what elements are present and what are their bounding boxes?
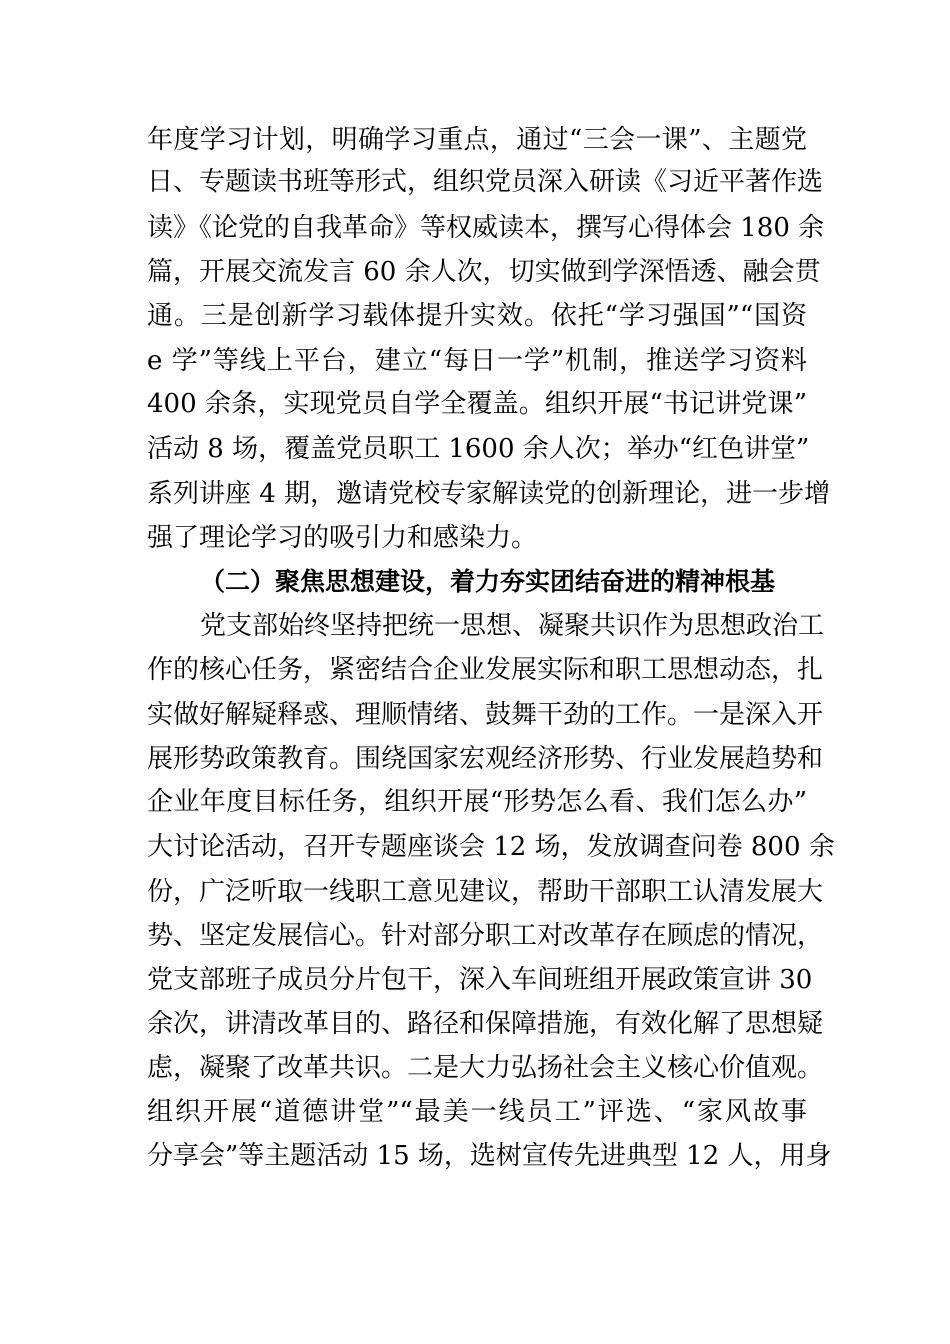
paragraph-line: 势、坚定发展信心。针对部分职工对改革存在顾虑的情况， bbox=[147, 921, 824, 951]
paragraph-line: 日、专题读书班等形式，组织党员深入研读《习近平著作选 bbox=[147, 167, 824, 197]
paragraph-line: 强了理论学习的吸引力和感染力。 bbox=[147, 523, 538, 553]
paragraph-line: 实做好解疑释惑、理顺情绪、鼓舞干劲的工作。一是深入开 bbox=[147, 700, 824, 730]
paragraph-line: 系列讲座 4 期，邀请党校专家解读党的创新理论，进一步增 bbox=[147, 479, 831, 509]
paragraph-line: 活动 8 场，覆盖党员职工 1600 余人次；举办“红色讲堂” bbox=[147, 434, 810, 464]
paragraph-line: 余次，讲清改革目的、路径和保障措施，有效化解了思想疑 bbox=[147, 1009, 824, 1039]
paragraph-line: 展形势政策教育。围绕国家宏观经济形势、行业发展趋势和 bbox=[147, 744, 824, 774]
paragraph-line: 份，广泛听取一线职工意见建议，帮助干部职工认清发展大 bbox=[147, 877, 824, 907]
paragraph-line: 篇，开展交流发言 60 余人次，切实做到学深悟透、融会贯 bbox=[147, 257, 821, 287]
paragraph-line: e 学”等线上平台，建立“每日一学”机制，推送学习资料 bbox=[147, 346, 807, 376]
paragraph-line: 企业年度目标任务，组织开展“形势怎么看、我们怎么办” bbox=[147, 787, 807, 817]
paragraph-line: 年度学习计划，明确学习重点，通过“三会一课”、主题党 bbox=[147, 125, 807, 155]
paragraph-line: 大讨论活动，召开专题座谈会 12 场，发放调查问卷 800 余 bbox=[147, 832, 835, 862]
paragraph-line: 党支部始终坚持把统一思想、凝聚共识作为思想政治工 bbox=[200, 611, 825, 641]
paragraph-line: 通。三是创新学习载体提升实效。依托“学习强国”“国资 bbox=[147, 301, 807, 331]
paragraph-line: 分享会”等主题活动 15 场，选树宣传先进典型 12 人，用身 bbox=[147, 1141, 832, 1171]
section-heading: （二）聚焦思想建设，着力夯实团结奋进的精神根基 bbox=[200, 567, 776, 596]
paragraph-line: 作的核心任务，紧密结合企业发展实际和职工思想动态，扎 bbox=[147, 655, 824, 685]
paragraph-line: 400 余条，实现党员自学全覆盖。组织开展“书记讲党课” bbox=[147, 389, 807, 419]
paragraph-line: 组织开展“道德讲堂”“最美一线员工”评选、“家风故事 bbox=[147, 1097, 807, 1127]
paragraph-line: 党支部班子成员分片包干，深入车间班组开展政策宣讲 30 bbox=[147, 965, 813, 995]
paragraph-line: 虑，凝聚了改革共识。二是大力弘扬社会主义核心价值观。 bbox=[147, 1053, 824, 1083]
paragraph-line: 读》《论党的自我革命》等权威读本，撰写心得体会 180 余 bbox=[147, 213, 825, 243]
